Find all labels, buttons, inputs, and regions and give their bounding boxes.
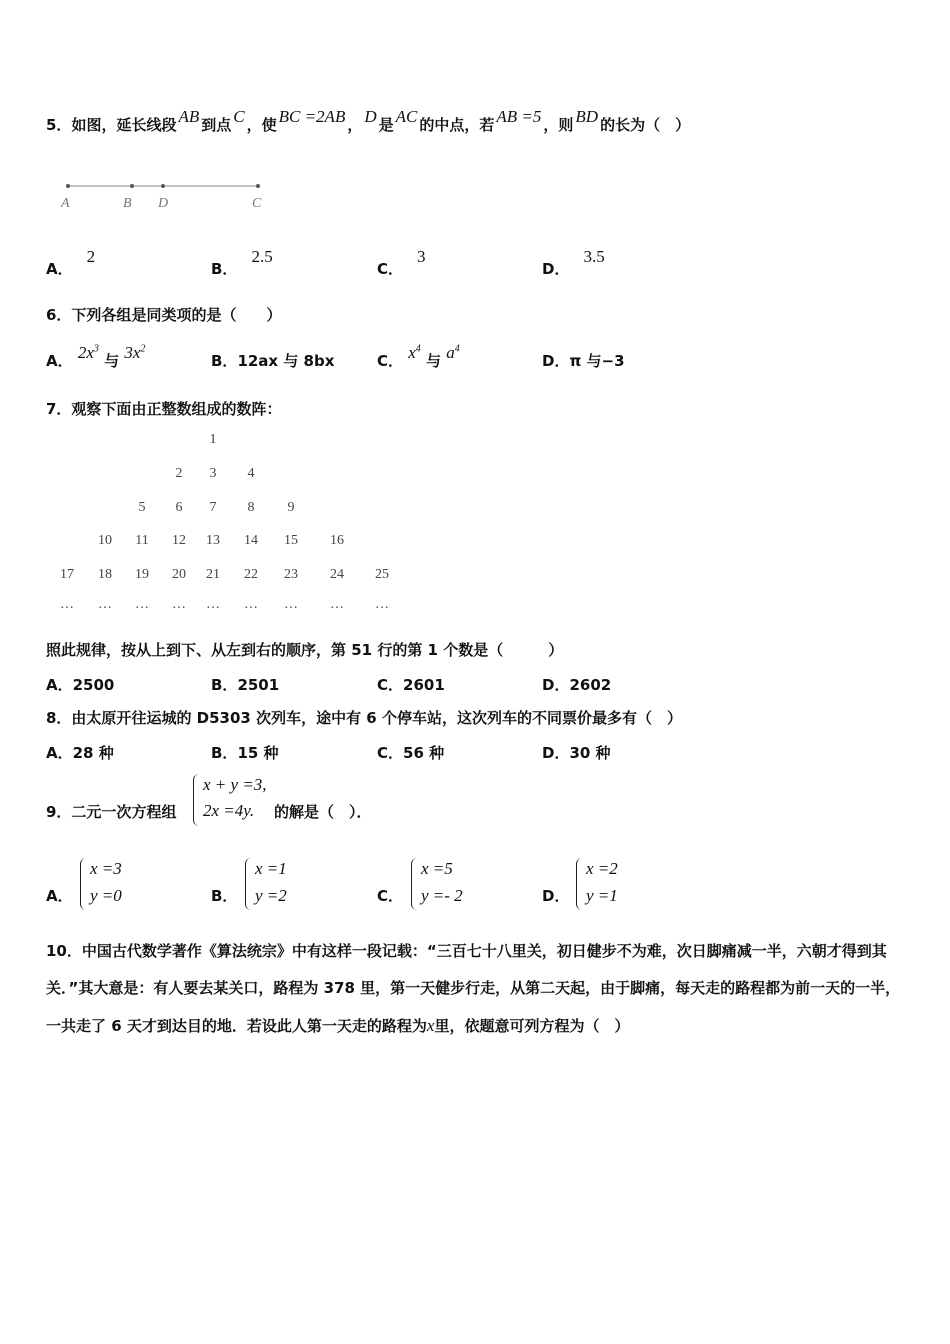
q7-option-b <box>211 674 279 695</box>
triangle-cell: 23 <box>284 567 298 582</box>
q5-math: BD <box>575 107 599 126</box>
q6-option-b <box>211 350 334 371</box>
q8-option-b <box>211 742 279 763</box>
solution-text: x =3 <box>90 859 122 878</box>
option-label: A． <box>46 887 73 905</box>
q5-text: ， <box>347 116 363 134</box>
option-label: C． <box>377 744 404 762</box>
triangle-cell: … <box>375 597 389 612</box>
triangle-cell: 11 <box>135 533 149 548</box>
triangle-cell: … <box>284 597 298 612</box>
q6-option-c <box>377 343 460 371</box>
q6-stem: 6．下列各组是同类项的是（ ） <box>46 306 282 324</box>
option-value: 30 种 <box>569 744 611 762</box>
term-base: 2x <box>77 343 94 362</box>
q9-option-d <box>542 885 569 906</box>
label-d: D <box>158 196 169 211</box>
term-base: x <box>408 343 416 362</box>
point-b <box>130 184 134 188</box>
option-label: B． <box>211 887 238 905</box>
option-value: 2601 <box>403 676 445 694</box>
q8-stem: 8．由太原开往运城的 D5303 次列车，途中有 6 个停车站，这次列车的不同票价最多有（ ） <box>46 709 682 727</box>
triangle-cell: … <box>98 597 112 612</box>
q9-system <box>193 774 273 826</box>
solution-text: x =1 <box>255 859 287 878</box>
brace <box>80 858 89 910</box>
triangle-cell: 15 <box>284 533 298 548</box>
q5-option-c <box>377 247 426 279</box>
triangle-cell: 10 <box>98 533 112 548</box>
label-a: A <box>61 196 70 211</box>
q5-option-d <box>542 247 605 279</box>
q5-text: 是 <box>378 116 394 134</box>
q5-text: 的长为（ ） <box>600 116 691 134</box>
option-label: C． <box>377 352 404 370</box>
q8-option-a <box>46 742 114 763</box>
solution-line <box>586 886 618 906</box>
option-value: 3.5 <box>583 247 605 266</box>
triangle-cell: 12 <box>172 533 186 548</box>
q5-option-a <box>46 247 96 279</box>
solution-line <box>255 886 287 906</box>
q5-text: 到点 <box>201 116 232 134</box>
label-c: C <box>252 196 262 211</box>
option-label: A． <box>46 352 73 370</box>
triangle-cell: 3 <box>209 466 217 481</box>
q7-stem: 7．观察下面由正整数组成的数阵： <box>46 400 282 418</box>
equation-text: 2x =4y. <box>203 801 255 820</box>
option-label: C． <box>377 676 404 694</box>
solution-system <box>411 858 491 910</box>
brace <box>193 774 202 826</box>
option-connector: 与 <box>104 352 120 370</box>
solution-text: x =5 <box>421 859 453 878</box>
q5-text: ，使 <box>246 116 277 134</box>
triangle-cell: … <box>330 597 344 612</box>
option-value: 2 <box>86 247 96 266</box>
q7-option-a <box>46 674 114 695</box>
q10-text: 10．中国古代数学著作《算法统宗》中有这样一段记载：“三百七十八里关，初日健步不为难，次日脚痛减一半，六朝才得到其关．”其大意是：有人要去某关口，路程为 378 里，第一天健步行走，从第二天起，由于脚痛，每天走的路程都为前一天的一半，一共走了 6 天才到达目的地．若设此人第一天走的路程为 <box>46 942 901 1035</box>
math-term <box>78 343 99 362</box>
option-value: 2.5 <box>251 247 273 266</box>
option-label: D． <box>542 887 570 905</box>
triangle-cell: 25 <box>375 567 389 582</box>
triangle-cell: 8 <box>247 500 255 515</box>
triangle-cell: 16 <box>330 533 344 548</box>
q5-math: AB =5 <box>496 107 542 126</box>
triangle-cell: 1 <box>209 432 217 447</box>
solution-text: y =1 <box>586 886 618 905</box>
option-value: 28 种 <box>72 744 114 762</box>
term-base: a <box>446 343 455 362</box>
option-text: 12ax 与 8bx <box>237 352 335 370</box>
solution-text: y =2 <box>255 886 287 905</box>
equation-2 <box>203 801 254 821</box>
point-d <box>161 184 165 188</box>
option-value: 15 种 <box>237 744 279 762</box>
triangle-cell: 24 <box>330 567 344 582</box>
q5-math: AC <box>395 107 418 126</box>
triangle-cell: 4 <box>247 466 255 481</box>
brace <box>411 858 420 910</box>
triangle-cell: 2 <box>175 466 183 481</box>
option-value: 3 <box>417 247 426 266</box>
option-text: π 与−3 <box>569 352 625 370</box>
q5-text: 如图，延长线段 <box>71 116 177 134</box>
triangle-cell: 22 <box>244 567 258 582</box>
label-b: B <box>123 196 132 211</box>
option-label: B． <box>211 744 238 762</box>
q6-option-d <box>542 350 625 371</box>
solution-line <box>421 886 463 906</box>
q10-paragraph <box>46 933 906 1045</box>
solution-system <box>245 858 325 910</box>
q7-option-c <box>377 674 445 695</box>
q5-stem <box>46 107 691 135</box>
triangle-cell: … <box>135 597 149 612</box>
q6-option-a <box>46 343 146 371</box>
triangle-cell: 18 <box>98 567 112 582</box>
q5-text: ，则 <box>543 116 574 134</box>
q10-text: 里，依题意可列方程为（ ） <box>434 1017 630 1035</box>
solution-line <box>90 886 122 906</box>
solution-text: y =- 2 <box>421 886 463 905</box>
term-exponent: 4 <box>454 343 460 355</box>
triangle-cell: … <box>206 597 220 612</box>
option-label: B． <box>211 352 238 370</box>
triangle-cell: … <box>60 597 74 612</box>
triangle-cell: 19 <box>135 567 149 582</box>
equation-text: x + y =3, <box>203 775 267 794</box>
triangle-cell: 14 <box>244 533 258 548</box>
option-label: A． <box>46 260 73 278</box>
q5-math: AB <box>178 107 200 126</box>
equation-1 <box>203 775 267 795</box>
q9-post: 的解是（ ）． <box>274 803 372 821</box>
solution-text: y =0 <box>90 886 122 905</box>
triangle-cell: 13 <box>206 533 220 548</box>
q9-pre: 9．二元一次方程组 <box>46 803 177 821</box>
option-label: A． <box>46 676 73 694</box>
q5-text: 的中点，若 <box>419 116 495 134</box>
triangle-cell: 21 <box>206 567 220 582</box>
triangle-cell: 17 <box>60 567 74 582</box>
option-value: 56 种 <box>403 744 445 762</box>
option-label: B． <box>211 260 238 278</box>
math-term <box>124 343 145 362</box>
brace <box>576 858 585 910</box>
q9-option-b <box>211 885 237 906</box>
solution-system <box>80 858 160 910</box>
term-base: 3x <box>124 343 141 362</box>
triangle-cell: 7 <box>209 500 217 515</box>
term-exponent: 3 <box>93 343 99 355</box>
solution-line <box>90 859 122 879</box>
q8-option-c <box>377 742 444 763</box>
option-label: C． <box>377 887 404 905</box>
point-c <box>256 184 260 188</box>
q5-math: C <box>233 107 245 126</box>
option-label: D． <box>542 352 570 370</box>
solution-line <box>421 859 453 879</box>
term-exponent: 2 <box>140 343 146 355</box>
triangle-cell: … <box>244 597 258 612</box>
math-term <box>446 343 460 362</box>
triangle-cell: 20 <box>172 567 186 582</box>
option-label: C． <box>377 260 404 278</box>
option-label: D． <box>542 744 570 762</box>
option-label: B． <box>211 676 238 694</box>
q5-option-b <box>211 247 273 279</box>
term-exponent: 4 <box>415 343 421 355</box>
option-connector: 与 <box>426 352 442 370</box>
triangle-cell: 5 <box>138 500 146 515</box>
q5-number: 5． <box>46 116 72 134</box>
option-value: 2501 <box>237 676 280 694</box>
triangle-cell: … <box>172 597 186 612</box>
option-value: 2500 <box>72 676 115 694</box>
solution-system <box>576 858 656 910</box>
solution-text: x =2 <box>586 859 618 878</box>
segment-figure <box>60 178 280 198</box>
q7-option-d <box>542 674 611 695</box>
q7-question: 照此规律，按从上到下、从左到右的顺序，第 51 行的第 1 个数是（ ） <box>46 641 564 659</box>
option-label: D． <box>542 260 570 278</box>
q9-option-a <box>46 885 73 906</box>
triangle-cell: 9 <box>287 500 295 515</box>
point-a <box>66 184 70 188</box>
triangle-cell: 6 <box>175 500 183 515</box>
option-value: 2602 <box>569 676 612 694</box>
solution-line <box>255 859 287 879</box>
q9-option-c <box>377 885 403 906</box>
brace <box>245 858 254 910</box>
solution-line <box>586 859 618 879</box>
option-label: D． <box>542 676 570 694</box>
q10-variable: x <box>426 1016 435 1035</box>
math-term <box>408 343 421 362</box>
q8-option-d <box>542 742 611 763</box>
q5-math: BC =2AB <box>278 107 346 126</box>
q5-math: D <box>364 107 377 126</box>
option-label: A． <box>46 744 73 762</box>
